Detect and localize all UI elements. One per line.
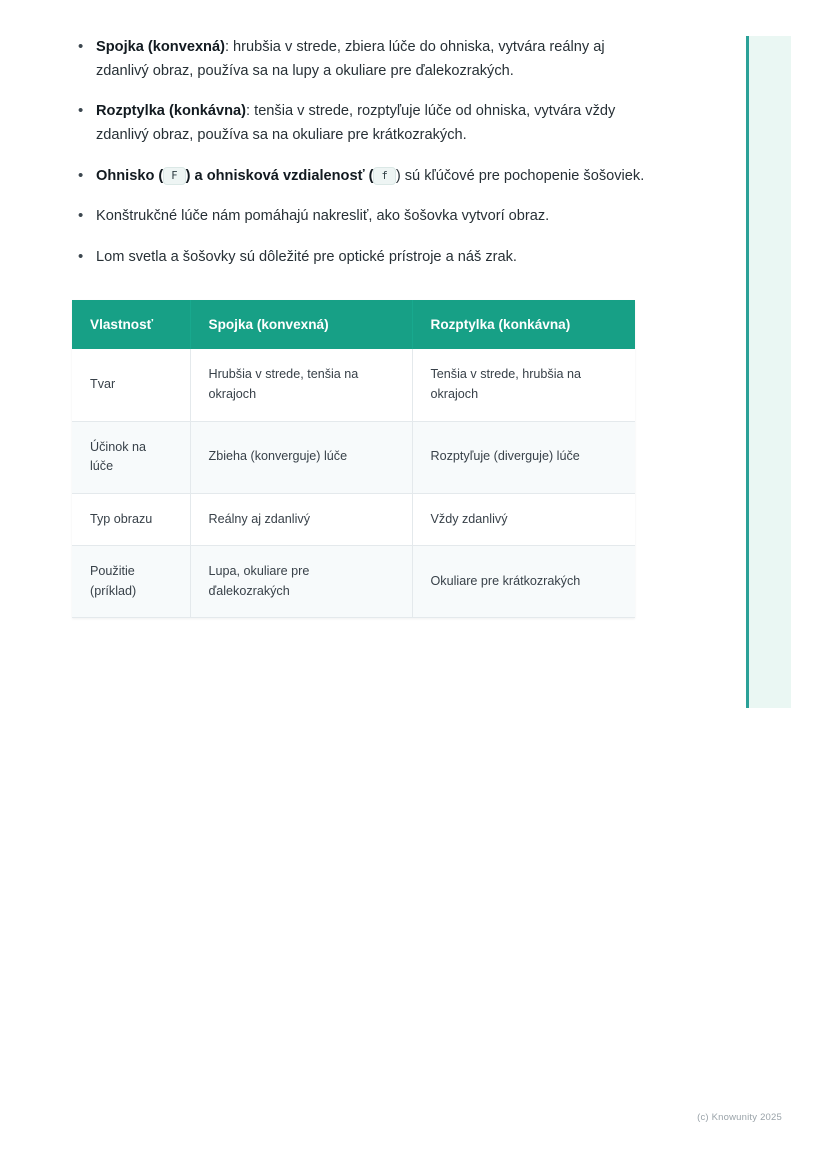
table-row	[72, 546, 635, 618]
table-header-row	[72, 300, 635, 349]
table-body	[72, 349, 635, 617]
table-row	[72, 349, 635, 421]
list-item	[72, 205, 652, 229]
bullet-text: ) sú kľúčové pre pochopenie šošoviek.	[395, 167, 645, 184]
table-cell-concave: Tenšia v strede, hrubšia na okrajoch	[412, 349, 635, 421]
table-cell-concave: Vždy zdanlivý	[412, 493, 635, 546]
table-cell-convex: Lupa, okuliare pre ďalekozrakých	[190, 546, 412, 618]
bullet-text: : tenšia v strede, rozptyľuje lúče od ohniska, vytvára vždy zdanlivý obraz, používa sa na okuliare pre krátkozrakých.	[96, 103, 616, 143]
table-header	[72, 300, 635, 349]
table-cell-property: Účinok na lúče	[72, 421, 190, 493]
table-cell-convex: Hrubšia v strede, tenšia na okrajoch	[190, 349, 412, 421]
table-cell-concave: Rozptyľuje (diverguje) lúče	[412, 421, 635, 493]
table-cell-property: Typ obrazu	[72, 493, 190, 546]
table-cell-property: Tvar	[72, 349, 190, 421]
table-column-header-concave: Rozptylka (konkávna)	[412, 300, 635, 349]
bullet-term: Ohnisko (	[96, 167, 164, 184]
comparison-table	[72, 300, 635, 618]
decorative-side-panel	[746, 36, 791, 708]
footer-copyright: (c) Knowunity 2025	[697, 1112, 782, 1123]
table-column-header-property: Vlastnosť	[72, 300, 190, 349]
list-item	[72, 246, 652, 270]
focal-point-symbol-chip: F	[163, 167, 185, 185]
list-item	[72, 100, 652, 147]
table-cell-concave: Okuliare pre krátkozrakých	[412, 546, 635, 618]
document-content	[72, 36, 652, 618]
table-cell-property: Použitie (príklad)	[72, 546, 190, 618]
table-row	[72, 493, 635, 546]
bullet-text: Lom svetla a šošovky sú dôležité pre optické prístroje a náš zrak.	[96, 248, 517, 265]
focal-length-symbol-chip: f	[373, 167, 395, 185]
bullet-term-2: ohnisková vzdialenosť (	[206, 167, 374, 184]
bullet-term: Spojka (konvexná)	[96, 39, 225, 55]
list-item	[72, 36, 652, 83]
bullet-term: Rozptylka (konkávna)	[96, 103, 247, 120]
bullet-term-mid: ) a	[185, 167, 207, 184]
table-column-header-convex: Spojka (konvexná)	[190, 300, 412, 349]
summary-bullet-list	[72, 36, 652, 269]
bullet-text: Konštrukčné lúče nám pomáhajú nakresliť, ako šošovka vytvorí obraz.	[96, 208, 550, 225]
table-cell-convex: Reálny aj zdanlivý	[190, 493, 412, 546]
list-item	[72, 165, 652, 189]
table-cell-convex: Zbieha (konverguje) lúče	[190, 421, 412, 493]
bullet-text: : hrubšia v strede, zbiera lúče do ohniska, vytvára reálny aj zdanlivý obraz, používa sa na lupy a okuliare pre ďalekozrakých.	[96, 39, 605, 79]
table-row	[72, 421, 635, 493]
